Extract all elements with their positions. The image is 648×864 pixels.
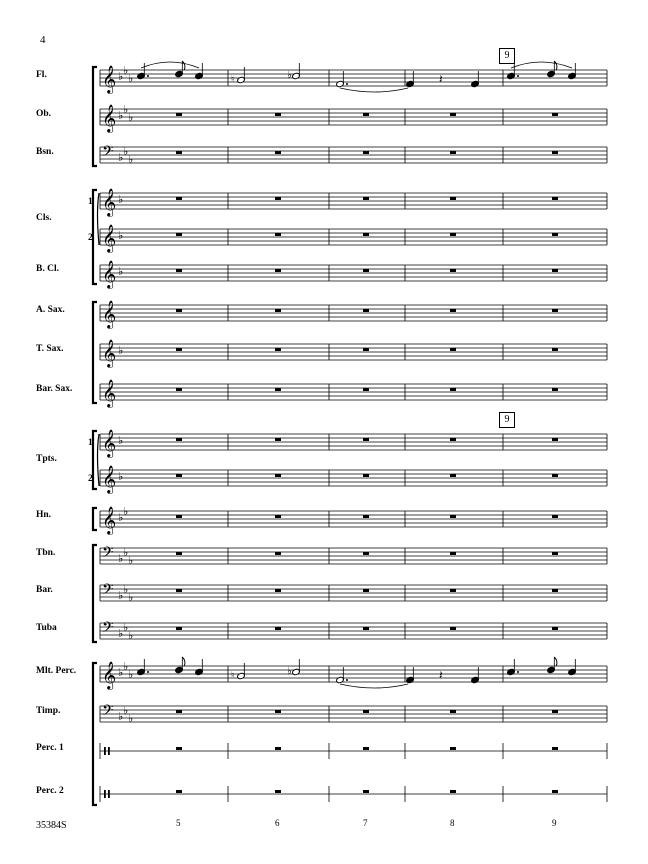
quarter-rest-icon: 𝄽 [439, 668, 443, 682]
whole-rest-icon [275, 552, 281, 555]
treble-clef-icon: 𝄞 [102, 260, 117, 288]
whole-rest-icon [275, 113, 281, 116]
whole-rest-icon [450, 627, 456, 630]
whole-rest-icon [450, 309, 456, 312]
flat-icon: ♭ [118, 552, 124, 565]
treble-clef-icon: 𝄞 [102, 339, 117, 367]
whole-rest-icon [275, 269, 281, 272]
treble-clef-icon: 𝄞 [102, 224, 117, 252]
flat-icon: ♭ [123, 103, 129, 116]
whole-rest-icon [363, 710, 369, 713]
bass-clef-icon: 𝄢 [102, 143, 114, 164]
part-brace [98, 193, 100, 245]
treble-clef-icon: 𝄞 [102, 65, 117, 93]
whole-rest-icon [363, 113, 369, 116]
instrument-label: B. Cl. [36, 264, 59, 274]
whole-rest-icon [275, 309, 281, 312]
whole-rest-icon [176, 589, 182, 592]
flat-icon: ♭ [118, 511, 124, 524]
whole-rest-icon [363, 233, 369, 236]
catalog-number: 35384S [36, 820, 67, 831]
whole-rest-icon [450, 589, 456, 592]
whole-rest-icon [275, 151, 281, 154]
dot [517, 671, 519, 673]
dot [346, 83, 348, 85]
whole-rest-icon [176, 710, 182, 713]
instrument-label: A. Sax. [36, 305, 65, 315]
whole-rest-icon [363, 515, 369, 518]
whole-rest-icon [552, 747, 558, 750]
whole-rest-icon [176, 151, 182, 154]
whole-rest-icon [176, 515, 182, 518]
instrument-label: Tuba [36, 623, 57, 633]
dot [147, 671, 149, 673]
whole-rest-icon [552, 309, 558, 312]
flat-icon: ♭ [123, 704, 129, 717]
whole-rest-icon [363, 388, 369, 391]
flat-icon: ♭ [123, 505, 129, 518]
flat-icon: ♭ [128, 111, 134, 124]
instrument-label: Mlt. Perc. [36, 666, 77, 676]
whole-rest-icon [363, 151, 369, 154]
instrument-label: Ob. [36, 109, 52, 119]
whole-rest-icon [275, 747, 281, 750]
whole-rest-icon [363, 552, 369, 555]
section-bracket [93, 431, 97, 489]
bass-clef-icon: 𝄢 [102, 581, 114, 602]
whole-rest-icon [275, 233, 281, 236]
whole-rest-icon [552, 627, 558, 630]
flat-icon: ♭ [118, 151, 124, 164]
whole-rest-icon [450, 438, 456, 441]
whole-rest-icon [450, 151, 456, 154]
measure-number: 8 [450, 818, 455, 828]
measure-number: 6 [275, 818, 280, 828]
instrument-label: Hn. [36, 510, 52, 520]
percussion-clef-icon [104, 747, 106, 755]
whole-rest-icon [363, 269, 369, 272]
section-bracket [93, 67, 97, 166]
whole-rest-icon [450, 747, 456, 750]
percussion-clef-icon [108, 747, 110, 755]
flat-icon: ♭ [123, 546, 129, 559]
note-flag [554, 657, 557, 666]
whole-rest-icon [363, 747, 369, 750]
instrument-label: Perc. 1 [36, 743, 64, 753]
whole-rest-icon [450, 113, 456, 116]
flat-icon: ♭ [118, 70, 124, 83]
instrument-label: Timp. [36, 706, 61, 716]
whole-rest-icon [275, 438, 281, 441]
flat-icon: ♭ [123, 145, 129, 158]
whole-rest-icon [176, 474, 182, 477]
whole-rest-icon [450, 474, 456, 477]
bass-clef-icon: 𝄢 [102, 702, 114, 723]
flat-icon: ♭ [118, 666, 124, 679]
whole-rest-icon [176, 233, 182, 236]
instrument-number: 2 [88, 474, 93, 484]
measure-number: 5 [176, 818, 181, 828]
whole-rest-icon [275, 474, 281, 477]
percussion-clef-icon [104, 790, 106, 798]
whole-rest-icon [275, 710, 281, 713]
whole-rest-icon [176, 269, 182, 272]
flat-icon: ♭ [118, 470, 124, 483]
page-number: 4 [40, 34, 46, 46]
natural-icon: ♮ [231, 75, 235, 85]
instrument-label: Bar. [36, 585, 53, 595]
part-brace [98, 434, 100, 486]
whole-rest-icon [176, 197, 182, 200]
measure-number: 9 [552, 818, 557, 828]
flat-icon: ♭ [128, 153, 134, 166]
whole-rest-icon [176, 438, 182, 441]
flat-icon: ♭ [123, 583, 129, 596]
instrument-label: Perc. 2 [36, 786, 64, 796]
flat-icon: ♭ [128, 712, 134, 725]
whole-rest-icon [450, 269, 456, 272]
instrument-label: Tbn. [36, 548, 56, 558]
whole-rest-icon [450, 233, 456, 236]
whole-rest-icon [275, 515, 281, 518]
whole-rest-icon [552, 790, 558, 793]
whole-rest-icon [176, 348, 182, 351]
flat-icon: ♭ [118, 434, 124, 447]
quarter-rest-icon: 𝄽 [439, 72, 443, 86]
whole-rest-icon [552, 474, 558, 477]
instrument-number: 1 [88, 197, 93, 207]
slur [511, 62, 572, 68]
flat-icon: ♭ [118, 710, 124, 723]
whole-rest-icon [450, 790, 456, 793]
instrument-label: T. Sax. [36, 344, 64, 354]
rehearsal-mark: 9 [499, 48, 515, 64]
percussion-clef-icon [108, 790, 110, 798]
whole-rest-icon [450, 515, 456, 518]
instrument-number: 2 [88, 233, 93, 243]
whole-rest-icon [176, 627, 182, 630]
flat-icon: ♭ [118, 265, 124, 278]
whole-rest-icon [552, 233, 558, 236]
whole-rest-icon [363, 627, 369, 630]
treble-clef-icon: 𝄞 [102, 506, 117, 534]
whole-rest-icon [176, 552, 182, 555]
treble-clef-icon: 𝄞 [102, 661, 117, 689]
note-flag [554, 61, 557, 70]
group-label-trumpets: Tpts. [36, 454, 57, 464]
dot [517, 75, 519, 77]
whole-rest-icon [552, 515, 558, 518]
measure-number: 7 [363, 818, 368, 828]
slur [141, 62, 199, 68]
flat-icon: ♭ [123, 621, 129, 634]
whole-rest-icon [275, 627, 281, 630]
treble-clef-icon: 𝄞 [102, 465, 117, 493]
section-bracket [93, 545, 97, 642]
whole-rest-icon [450, 388, 456, 391]
flat-icon: ♭ [118, 193, 124, 206]
instrument-label: Bar. Sax. [36, 384, 73, 394]
whole-rest-icon [275, 388, 281, 391]
whole-rest-icon [552, 552, 558, 555]
whole-rest-icon [363, 197, 369, 200]
instrument-label: Bsn. [36, 147, 54, 157]
whole-rest-icon [363, 348, 369, 351]
whole-rest-icon [275, 197, 281, 200]
flat-icon: ♭ [123, 64, 129, 77]
whole-rest-icon [552, 710, 558, 713]
whole-rest-icon [552, 589, 558, 592]
tie [340, 88, 408, 92]
whole-rest-icon [275, 348, 281, 351]
whole-rest-icon [363, 790, 369, 793]
flat-icon: ♭ [118, 627, 124, 640]
flat-icon: ♭ [118, 229, 124, 242]
whole-rest-icon [363, 474, 369, 477]
group-label-clarinets: Cls. [36, 213, 52, 223]
instrument-label: Fl. [36, 70, 47, 80]
flat-icon: ♭ [287, 70, 292, 81]
whole-rest-icon [450, 710, 456, 713]
natural-icon: ♮ [231, 671, 235, 681]
whole-rest-icon [552, 269, 558, 272]
rehearsal-mark: 9 [499, 412, 515, 428]
whole-rest-icon [552, 438, 558, 441]
flat-icon: ♭ [123, 660, 129, 673]
section-bracket [93, 190, 97, 284]
flat-icon: ♭ [118, 109, 124, 122]
flat-icon: ♭ [128, 668, 134, 681]
whole-rest-icon [552, 348, 558, 351]
whole-rest-icon [450, 197, 456, 200]
flat-icon: ♭ [128, 591, 134, 604]
treble-clef-icon: 𝄞 [102, 188, 117, 216]
whole-rest-icon [363, 438, 369, 441]
section-bracket [93, 508, 97, 530]
flat-icon: ♭ [128, 629, 134, 642]
whole-rest-icon [176, 113, 182, 116]
bass-clef-icon: 𝄢 [102, 544, 114, 565]
treble-clef-icon: 𝄞 [102, 379, 117, 407]
flat-icon: ♭ [287, 666, 292, 677]
treble-clef-icon: 𝄞 [102, 429, 117, 457]
whole-rest-icon [275, 589, 281, 592]
flat-icon: ♭ [118, 344, 124, 357]
section-bracket [93, 302, 97, 403]
whole-rest-icon [176, 790, 182, 793]
dot [147, 75, 149, 77]
dot [346, 679, 348, 681]
whole-rest-icon [552, 113, 558, 116]
whole-rest-icon [176, 388, 182, 391]
section-bracket [93, 663, 97, 805]
bass-clef-icon: 𝄢 [102, 619, 114, 640]
flat-icon: ♭ [128, 554, 134, 567]
whole-rest-icon [552, 388, 558, 391]
instrument-number: 1 [88, 438, 93, 448]
whole-rest-icon [552, 151, 558, 154]
flat-icon: ♭ [118, 589, 124, 602]
flat-icon: ♭ [128, 72, 134, 85]
treble-clef-icon: 𝄞 [102, 300, 117, 328]
treble-clef-icon: 𝄞 [102, 104, 117, 132]
whole-rest-icon [552, 197, 558, 200]
tie [340, 684, 408, 688]
whole-rest-icon [176, 309, 182, 312]
whole-rest-icon [363, 309, 369, 312]
whole-rest-icon [450, 348, 456, 351]
whole-rest-icon [450, 552, 456, 555]
whole-rest-icon [363, 589, 369, 592]
whole-rest-icon [275, 790, 281, 793]
whole-rest-icon [176, 747, 182, 750]
